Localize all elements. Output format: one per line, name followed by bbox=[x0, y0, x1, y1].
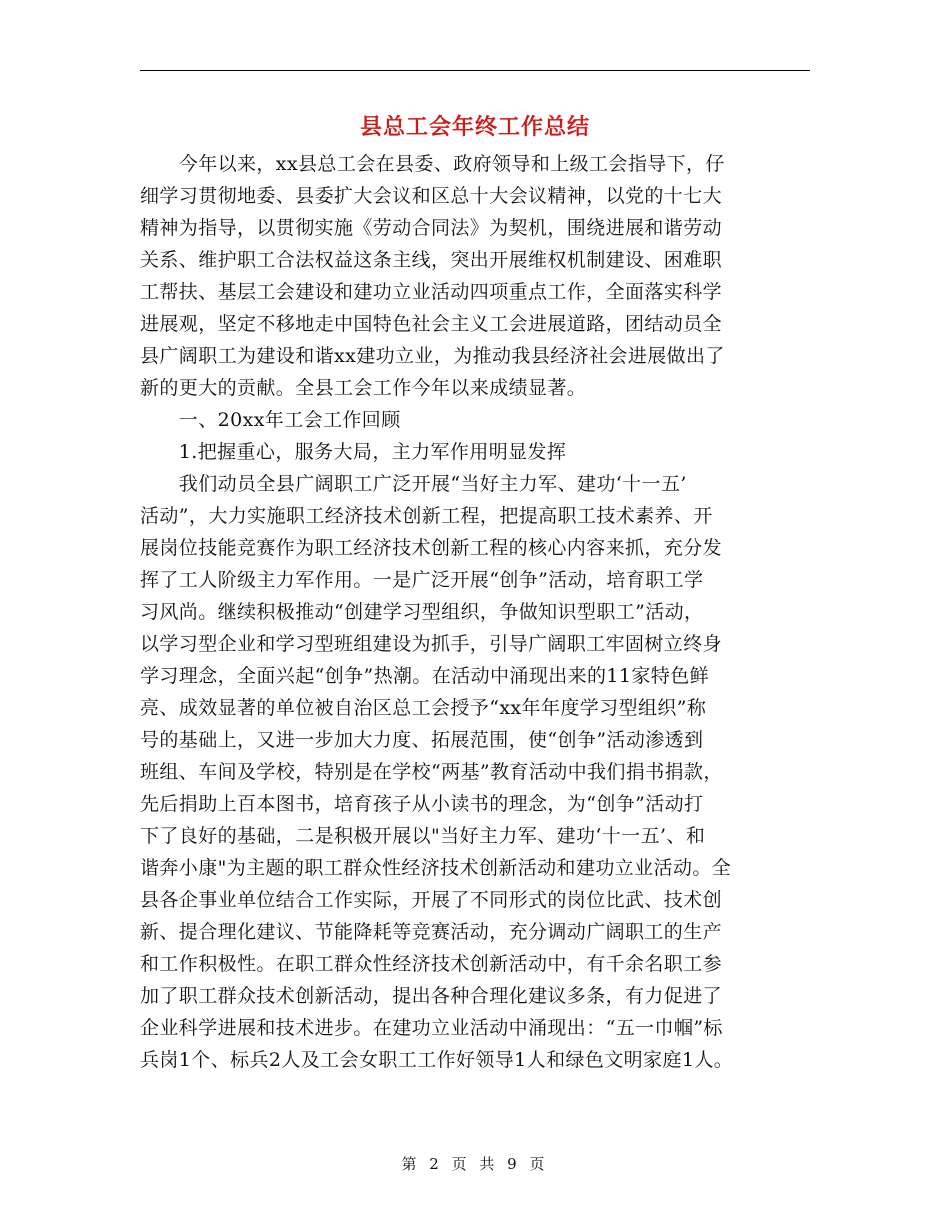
body-line: 1.把握重心，服务大局，主力军作用明显发挥 bbox=[140, 441, 567, 463]
body-line: 展岗位技能竞赛作为职工经济技术创新工程的核心内容来抓，充分发 bbox=[140, 537, 723, 559]
body-line: 亮、成效显著的单位被自治区总工会授予“xx年年度学习型组织”称 bbox=[140, 697, 707, 719]
body-line: 县各企事业单位结合工作实际，开展了不同形式的岗位比武、技术创 bbox=[140, 889, 723, 911]
body-line: 兵岗1个、标兵2人及工会女职工工作好领导1人和绿色文明家庭1人。 bbox=[140, 1049, 734, 1071]
body-line: 新、提合理化建议、节能降耗等竞赛活动，充分调动广阔职工的生产 bbox=[140, 921, 723, 943]
body-line: 和工作积极性。在职工群众性经济技术创新活动中，有千余名职工参 bbox=[140, 953, 723, 975]
body-line: 一、20xx年工会工作回顾 bbox=[140, 409, 401, 431]
body-line: 挥了工人阶级主力军作用。一是广泛开展“创争”活动，培育职工学 bbox=[140, 569, 704, 591]
body-line: 先后捐助上百本图书，培育孩子从小读书的理念，为“创争”活动打 bbox=[140, 793, 704, 815]
body-line: 号的基础上，又进一步加大力度、拓展范围，使“创争”活动渗透到 bbox=[140, 729, 704, 751]
body-line: 以学习型企业和学习型班组建设为抓手，引导广阔职工牢固树立终身 bbox=[140, 633, 723, 655]
body-line: 进展观，坚定不移地走中国特色社会主义工会进展道路，团结动员全 bbox=[140, 313, 723, 335]
body-line: 精神为指导，以贯彻实施《劳动合同法》为契机，围绕进展和谐劳动 bbox=[140, 217, 723, 239]
body-line: 学习理念，全面兴起“创争”热潮。在活动中涌现出来的11家特色鲜 bbox=[140, 665, 710, 687]
body-line: 细学习贯彻地委、县委扩大会议和区总十大会议精神，以党的十七大 bbox=[140, 185, 723, 207]
body-line: 谐奔小康"为主题的职工群众性经济技术创新活动和建功立业活动。全 bbox=[140, 857, 732, 879]
body-line: 下了良好的基础，二是积极开展以"当好主力军、建功‘十一五’、和 bbox=[140, 825, 706, 847]
body-line: 工帮扶、基层工会建设和建功立业活动四项重点工作，全面落实科学 bbox=[140, 281, 723, 303]
body-line: 班组、车间及学校，特别是在学校“两基”教育活动中我们捐书捐款， bbox=[140, 761, 723, 783]
body-line: 习风尚。继续积极推动“创建学习型组织，争做知识型职工”活动， bbox=[140, 601, 704, 623]
body-line: 县广阔职工为建设和谐xx建功立业，为推动我县经济社会进展做出了 bbox=[140, 345, 725, 367]
body-line: 企业科学进展和技术进步。在建功立业活动中涌现出：“五一巾帼”标 bbox=[140, 1017, 723, 1039]
body-line: 新的更大的贡献。全县工会工作今年以来成绩显著。 bbox=[140, 377, 587, 399]
document-title: 县总工会年终工作总结 bbox=[359, 114, 590, 140]
body-line: 加了职工群众技术创新活动，提出各种合理化建议多条，有力促进了 bbox=[140, 985, 723, 1007]
body-line: 我们动员全县广阔职工广泛开展“当好主力军、建功‘十一五’ bbox=[140, 473, 687, 495]
page-number-footer: 第 2 页 共 9 页 bbox=[401, 1155, 549, 1173]
body-line: 关系、维护职工合法权益这条主线，突出开展维权机制建设、困难职 bbox=[140, 249, 723, 271]
header-rule bbox=[140, 70, 810, 71]
body-line: 活动”，大力实施职工经济技术创新工程，把提高职工技术素养、开 bbox=[140, 505, 713, 527]
body-line: 今年以来，xx县总工会在县委、政府领导和上级工会指导下，仔 bbox=[140, 153, 725, 175]
